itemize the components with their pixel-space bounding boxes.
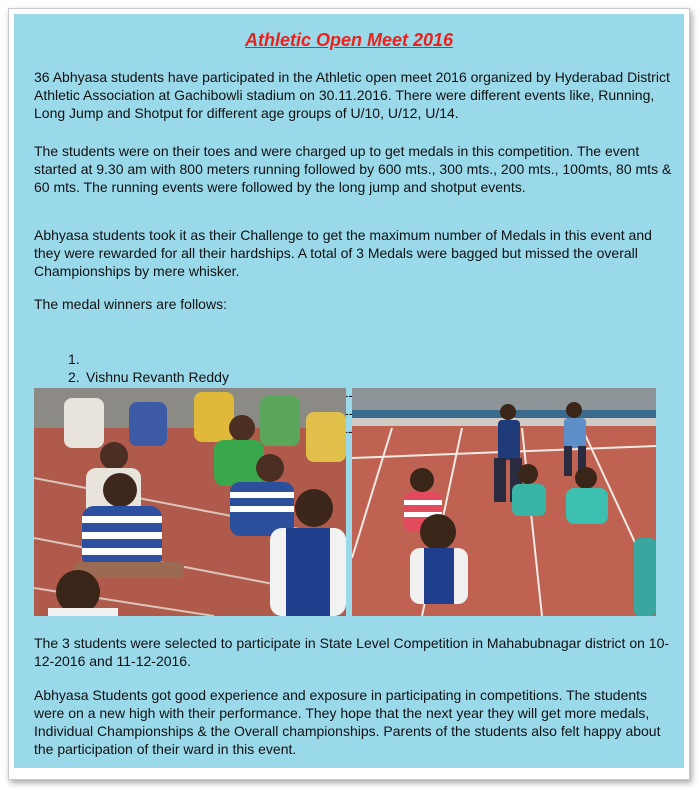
medals-intro: The medal winners are follows: [34, 296, 227, 312]
selection-paragraph: The 3 students were selected to participate in State Level Competition in Mahabubnagar district on 10-12-2016 and 11-12-2016. [34, 635, 670, 669]
intro-paragraph: 36 Abhyasa students have participated in the Athletic open meet 2016 organized by Hyderabad District Athletic Association at Gachibowli stadium on 30.11.2016. There were different events like, Running, Long Jump and Shotput for different age groups of U/10, U/12, U/14. [34, 69, 670, 121]
medal-winner-name: Vishnu Revanth Reddy [86, 369, 229, 385]
medal-number: 2. [68, 369, 80, 385]
event-photo-seated-students [34, 388, 346, 616]
article-panel [14, 14, 684, 768]
medal-winners-list [68, 332, 488, 386]
medal-winner-item [68, 368, 488, 386]
closing-paragraph: Abhyasa Students got good experience and exposure in participating in competitions. The students were on a new high with their performance. They hope that the next year they will get more medals, Individual Championships & the Overall championships. Parents of the students also felt happy about the participation of their ward in this event. [34, 687, 661, 757]
medal-number: 1. [68, 351, 80, 367]
event-photo-race-start [352, 388, 656, 616]
medal-winner-item [68, 332, 488, 385]
article-title: Athletic Open Meet 2016 [244, 30, 454, 50]
challenge-paragraph: Abhyasa students took it as their Challenge to get the maximum number of Medals in this event and they were rewarded for all their hardships. A total of 3 Medals were bagged but missed the overall Championships by mere whisker. [34, 227, 652, 279]
event-paragraph: The students were on their toes and were charged up to get medals in this competition. The event started at 9.30 am with 800 meters running followed by 600 mts., 300 mts., 200 mts., 100mts, 80 mts & 60 mts. The running events were followed by the long jump and shotput events. [34, 143, 672, 195]
